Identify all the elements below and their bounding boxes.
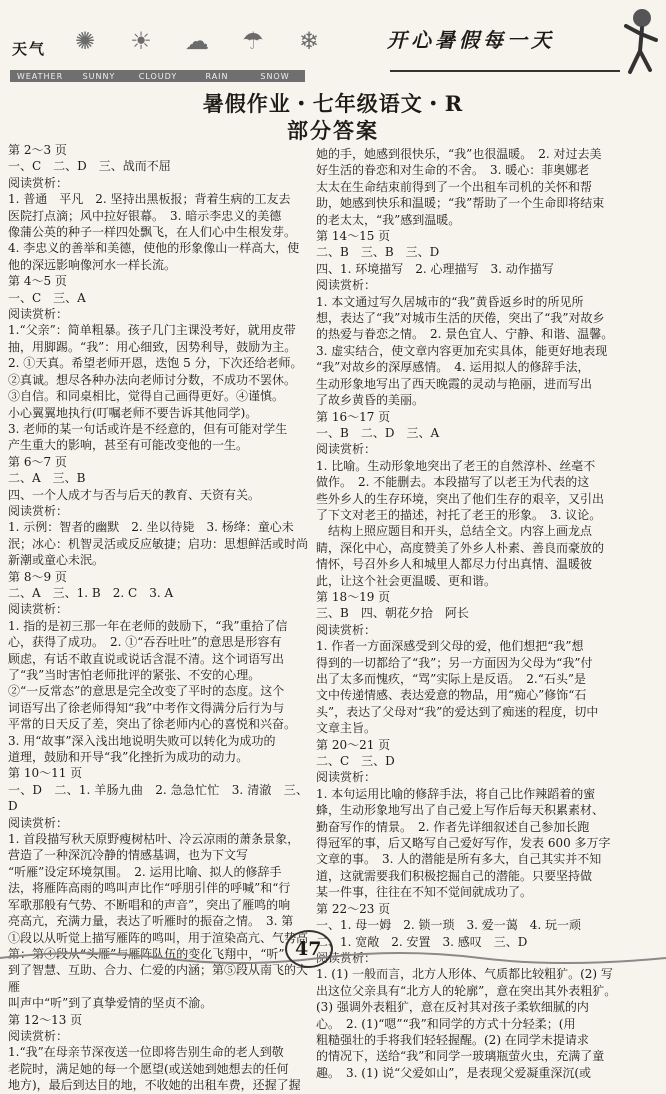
answer-line: 法，将雁阵高雨的鸣叫声比作“呼朋引伴的呼喊”和“行 — [8, 881, 291, 896]
answer-line: 四、一个人成才与否与后天的教育、天资有关。 — [8, 487, 261, 502]
answer-line: 阅读赏析： — [316, 278, 377, 293]
answer-line: 第 14～15 页 — [316, 229, 391, 244]
answer-line: 第 6～7 页 — [8, 454, 67, 469]
sun-icon: ☀ — [130, 27, 152, 55]
answer-line: ②“一反常态”的意思是完全改变了平时的态度。这个 — [8, 684, 285, 699]
answer-line: 第 22～23 页 — [316, 901, 391, 916]
answer-line: 到了智慧、互助、合力、仁爱的内涵；第⑤段从南飞的大雁 — [8, 963, 309, 994]
answer-line: 泯；冰心：机智灵活或反应敏捷；启功：思想鲜活或时尚 — [8, 536, 309, 551]
answer-line: 第 18～19 页 — [316, 589, 391, 604]
answer-line: 第：第④段从“头雁”与雁阵队伍的变化飞翔中，“听” — [8, 946, 285, 961]
answer-line: 第 8～9 页 — [8, 569, 67, 584]
answer-line: 二、1. 宽敞 2. 安置 3. 感叹 三、D — [316, 934, 528, 949]
answer-line: 第 4～5 页 — [8, 274, 67, 289]
answer-line: 二、A 三、1. B 2. C 3. A — [8, 585, 174, 600]
answer-line: 1. 示例：智者的幽默 2. 坐以待毙 3. 杨绛：童心未 — [8, 520, 294, 535]
kid-figure-icon — [612, 6, 662, 76]
answer-line: (3) 强调外表粗犷，意在反衬其对孩子柔软细腻的内 — [316, 1000, 589, 1015]
answer-line: 此，让这个社会更温暖、更和谐。 — [316, 573, 497, 588]
answer-line: 文章的事。 3. 人的潜能是所有多大，自己其实并不知 — [316, 852, 602, 867]
page-header — [0, 0, 666, 80]
answer-line: 像蒲公英的种子一样四处飘飞，在人们心中生根发芽。 — [8, 225, 297, 240]
answer-line: 出了太多而愧疚，“骂”实际上是反语。 2.“石头”是 — [316, 672, 586, 686]
answer-line: 一、B 二、D 三、A — [316, 425, 440, 440]
answer-line: 叫声中“听”到了真挚爱情的坚贞不渝。 — [8, 996, 213, 1011]
answer-line: 蜂，生动形象地写出了自己爱上写作后每天积累素材、 — [316, 803, 605, 818]
answer-line: 头”，表达了父母对“我”的爱达到了痴迷的程度，切中 — [316, 704, 599, 719]
slogan: 开心暑假每一天 — [387, 28, 555, 52]
answer-line: ②真诚。想尽各种办法向老师讨分数，不成功不罢休。 — [8, 372, 297, 387]
page-number: 47 — [295, 938, 322, 960]
answer-line: 平常的日天反了差，突出了徐老师内心的喜悦和兴奋。 — [8, 717, 297, 732]
answer-line: 好生活的眷恋和对生命的不舍。 3. 暖心：菲奥娜老 — [316, 163, 590, 178]
answer-line: 心，获得了成功。 2. ①“吞吞吐吐”的意思是形容有 — [8, 635, 282, 650]
answer-line: 阅读赏析： — [316, 622, 377, 637]
answer-line: ③自信。和同桌相比，觉得自己画得更好。④谨慎。 — [8, 389, 285, 404]
answer-line: 2. ①天真。希望老师开恩，迭饱 5 分，下次还给老师。 — [8, 356, 303, 371]
answer-line: 阅读赏析： — [316, 442, 377, 457]
answer-line: 第 2～3 页 — [8, 143, 67, 157]
answer-line: 阅读赏析： — [8, 602, 69, 617]
answer-line: 得冠军的事，后又略写自己爱好写作，发表 600 多万字 — [316, 836, 611, 851]
answer-line: 1.“我”在母亲节深夜送一位即将告别生命的老人到敬 — [8, 1045, 284, 1060]
answer-line: 睛，深化中心，高度赞美了外乡人朴素、善良而豪放的 — [316, 540, 605, 555]
snow-icon: ❄ — [298, 27, 320, 55]
answer-line: 了“我”当时害怕老师批评的紧张、不安的心理。 — [8, 668, 261, 682]
answer-line: 想，表达了“我”对城市生活的厌倦，突出了“我”对故乡 — [316, 311, 605, 326]
answer-line: 3. 老师的某一句话或许是不经意的，但有可能对学生 — [8, 421, 288, 436]
answer-line: 阅读赏析： — [316, 950, 377, 965]
answer-line: 结构上照应题目和开头，总结全文。内容上画龙点 — [316, 524, 593, 539]
weather-icons — [70, 28, 324, 54]
answer-line: 阅读赏析： — [8, 1028, 69, 1043]
answer-line: 1. 首段描写秋天原野瘦树枯叶、冷云凉雨的萧条景象， — [8, 832, 300, 847]
answer-line: 第 16～17 页 — [316, 409, 391, 424]
answer-line: 阅读赏析： — [8, 503, 69, 518]
sun-icon: ✺ — [74, 27, 96, 55]
answer-line: 道理，鼓励和开导“我”化挫折为成功的动力。 — [8, 750, 249, 765]
weather-bar-label: WEATHER — [16, 71, 64, 81]
answer-line: 她的手，她感到很快乐，“我”也很温暖。 2. 对过去美 — [316, 147, 602, 161]
answer-line: 4. 李忠义的善举和美德，使他的形象像山一样高大，使 — [8, 241, 300, 256]
answer-line: 得到的一切都给了“我”；另一方面因为父母为“我”付 — [316, 655, 593, 670]
weather-bar — [10, 70, 305, 82]
answer-line: “听雁”设定环境氛围。 2. 运用比喻、拟人的修辞手 — [8, 864, 282, 879]
answer-line: 营造了一种深沉冷静的情感基调，也为下文写 — [8, 848, 249, 863]
slogan-underline — [390, 70, 620, 72]
answer-line: 二、A 三、B — [8, 471, 86, 486]
answer-line: 他的深远影响像河水一样长流。 — [8, 257, 177, 272]
answer-line: “我”对故乡的深厚感情。 4. 运用拟人的修辞手法， — [316, 360, 590, 375]
answer-line: 阅读赏析： — [8, 175, 69, 190]
answer-line: 1. 本文通过写久居城市的“我”黄昏返乡时的所见所 — [316, 294, 584, 309]
weather-bar-label: RAIN — [205, 71, 229, 81]
answer-line: 医院打点滴；风中拉好银幕。 3. 暗示李忠义的美德 — [8, 208, 282, 223]
answer-line: 太太在生命结束前得到了一个出租车司机的关怀和帮 — [316, 179, 593, 194]
page-subtitle: 部分答案 — [287, 118, 379, 143]
answer-line: 一、C 三、A — [8, 290, 86, 305]
answer-line: 二、B 三、B 三、D — [316, 245, 440, 260]
weather-bar-label: CLOUDY — [138, 71, 178, 81]
weather-bar-label: SNOW — [260, 71, 290, 81]
cloud-icon: ☁ — [185, 27, 209, 55]
answer-line: 1.“父亲”：简单粗暴。孩子几门主课没考好，就用皮带 — [8, 323, 296, 338]
answer-line: 一、D 二、1. 羊肠九曲 2. 急急忙忙 3. 清澈 三、D — [8, 782, 308, 814]
answer-line: 3. 用“故事”深入浅出地说明失败可以转化为成功的 — [8, 733, 276, 748]
answer-line: 第 12～13 页 — [8, 1012, 83, 1027]
answer-line: 1. 作者一方面深感受到父母的爱，他们想把“我”想 — [316, 639, 584, 654]
answer-line: 阅读赏析： — [8, 307, 69, 322]
answer-line: 粗糙强壮的手将我们轻轻握醒。(2) 在同学未提请求 — [316, 1032, 589, 1047]
answer-line: 情怀，号召外乡人和城里人都尽力付出真情、温暖彼 — [316, 557, 593, 572]
answer-line: ①段以从听觉上描写雁阵的鸣叫，用于渲染高亢、气势高 — [8, 930, 309, 945]
answer-line: 了故乡黄昏的美丽。 — [316, 393, 425, 408]
answer-line: 第 20～21 页 — [316, 737, 391, 752]
answer-line: 新潮或童心未泯。 — [8, 553, 105, 568]
answer-line: 阅读赏析： — [316, 770, 377, 785]
answer-line: 第 10～11 页 — [8, 766, 83, 781]
answer-line: 3. 虚实结合，使文章内容更加充实具体，能更好地表现 — [316, 343, 608, 358]
answer-line: 某一件事，往往在不知不觉间就成功了。 — [316, 885, 533, 900]
answer-line: 地方)，最后到达目的地，不收她的出租车费，还握了握 — [8, 1078, 301, 1093]
answer-line: 文章主旨。 — [316, 721, 377, 736]
answer-line: 道，这就需要我们积极挖掘自己的潜能。只要坚持做 — [316, 868, 593, 883]
answer-line: 四、1. 环境描写 2. 心理描写 3. 动作描写 — [316, 261, 554, 276]
answers-right-column — [316, 146, 656, 1081]
rain-icon: ☂ — [242, 27, 264, 55]
answer-line: 生动形象地写出了西天晚霞的灵动与艳丽，进而写出 — [316, 376, 593, 391]
answer-line: 三、B 四、朝花夕拾 阿长 — [316, 606, 469, 621]
answer-line: 抽，用脚踢。“我”：用心细致，因势利导，鼓励为主。 — [8, 339, 297, 354]
answer-line: 助，她感到快乐和温暖；“我”帮助了一个生命即将结束 — [316, 196, 605, 211]
answer-line: 趣。 3. (1) 说“父爱如山”，是表现父爱凝重深沉(或 — [316, 1065, 592, 1080]
page-title: 暑假作业・七年级语文・R — [202, 91, 464, 116]
answer-line: 勤奋写作的情景。 2. 作者先详细叙述自己参加长跑 — [316, 819, 590, 834]
answer-line: 1. 普通 平凡 2. 坚持出黑板报；背着生病的工友去 — [8, 192, 291, 207]
answer-line: 1. 本句运用比喻的修辞手法，将自己比作辣蹈着的蜜 — [316, 786, 596, 801]
answer-line: 产生重大的影响，甚至有可能改变他的一生。 — [8, 438, 249, 453]
answer-line: 1. 比喻。生动形象地突出了老王的自然淳朴、丝毫不 — [316, 458, 596, 473]
answer-line: 了下文对老王的描述，衬托了老王的形象。 3. 议论。 — [316, 507, 602, 522]
answer-line: 1. (1) 一般而言，北方人形体、气质都比较粗犷。(2) 写 — [316, 967, 613, 982]
answer-line: 词语写出了徐老师得知“我”中考作文得满分后行为与 — [8, 700, 285, 715]
weather-bar-label: SUNNY — [82, 71, 116, 81]
answer-line: 的情况下，送给“我”和同学一玻璃瓶萤火虫，充满了童 — [316, 1049, 605, 1064]
answer-line: 心。 2. (1)“嗯”“我”和同学的方式十分轻柔；(用 — [316, 1016, 576, 1031]
answer-line: 一、C 二、D 三、战而不屈 — [8, 159, 171, 174]
answer-line: 文中传递情感、表达爱意的物品，用“痴心”修饰“石 — [316, 688, 587, 703]
bottom-decoration — [0, 948, 666, 968]
weather-label: 天气 — [12, 40, 47, 58]
answer-line: 些外乡人的生存环境，突出了他们生存的艰辛，又引出 — [316, 491, 605, 506]
answer-line: 军歌那般有气势、不断唱和的声音”，突出了雁鸣的响 — [8, 897, 291, 912]
answer-line: 老院时，满足她的每一个愿望(或送她到她想去的任何 — [8, 1061, 289, 1076]
answer-line: 的老太太，“我”感到温暖。 — [316, 212, 461, 227]
answer-line: 亮高亢，充满力量，表达了听雁时的振奋之情。 3. 第 — [8, 914, 294, 929]
answer-line: 顾虑，有话不敢直说或说话含混不清。这个词语写出 — [8, 651, 285, 666]
answer-line: 出这位父亲具有“北方人的轮廓”，意在突出其外表粗犷。 — [316, 983, 617, 998]
answer-line: 一、1. 母一姆 2. 锁一琐 3. 爱一蔼 4. 玩一顽 — [316, 918, 582, 933]
answer-line: 小心翼翼地执行(叮嘱老师不要告诉其他同学)。 — [8, 405, 258, 420]
answer-line: 做作。 2. 不能删去。本段描写了以老王为代表的这 — [316, 475, 590, 490]
answer-line: 二、C 三、D — [316, 754, 395, 769]
answer-line: 1. 指的是初三那一年在老师的鼓励下，“我”重拾了信 — [8, 618, 288, 633]
answer-line: 的热爱与眷恋之情。 2. 景色宜人、宁静、和谐、温馨。 — [316, 327, 614, 342]
answer-line: 阅读赏析： — [8, 815, 69, 830]
